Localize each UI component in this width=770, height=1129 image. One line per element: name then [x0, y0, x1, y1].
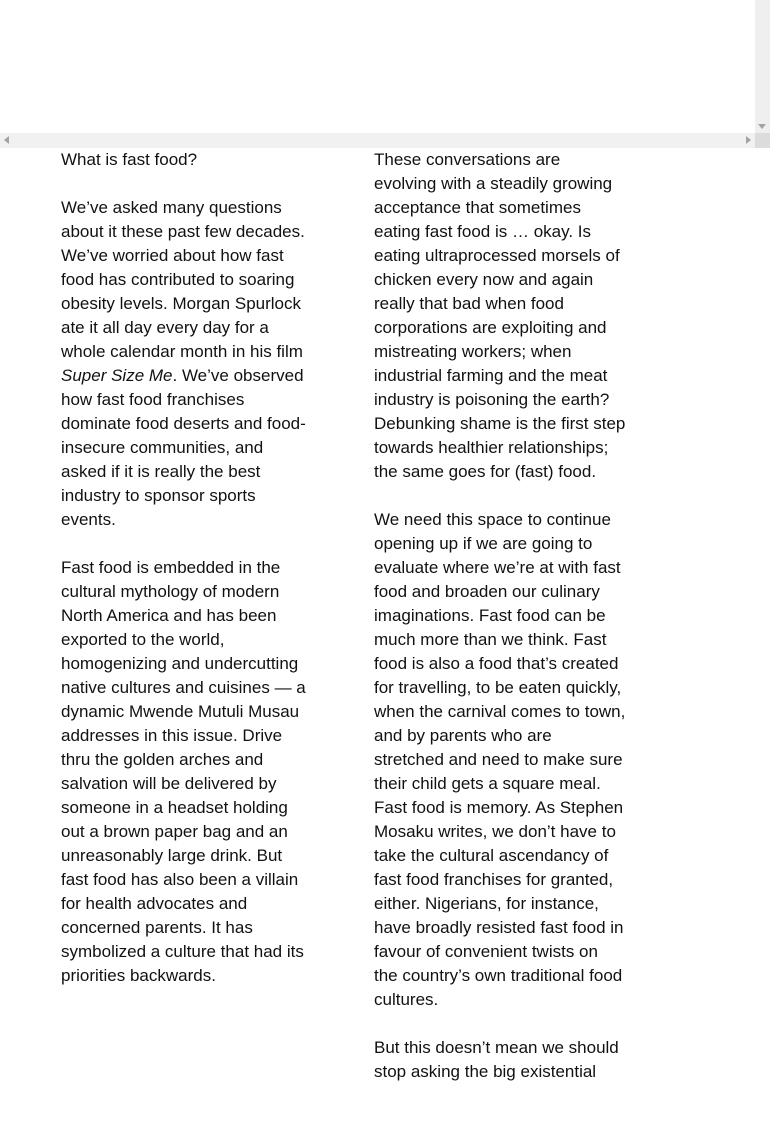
article-column-right — [374, 148, 626, 1108]
article-paragraph — [61, 196, 311, 532]
film-title: Super Size Me — [61, 366, 173, 385]
scroll-right-icon[interactable] — [746, 136, 751, 144]
article-paragraph: Fast food is embedded in the cultural mythology of modern North America and has been exported to the world, homogenizing and undercutting native cultures and cuisines — a dynamic Mwende Mutuli Musau addresses in this issue. Drive thru the golden arches and salvation will be delivered by someone in a headset holding out a brown paper bag and an unreasonably large drink. But fast food has also been a villain for health advocates and concerned parents. It has symbolized a culture that had its priorities backwards. — [61, 558, 306, 985]
paragraph-text: We’ve asked many questions about it these past few decades. We’ve worried about how fast food has contributed to soaring obesity levels. Morgan Spurlock ate it all day every day for a whole calendar month in his film — [61, 198, 305, 361]
paragraph-text: . We’ve observed how fast food franchises dominate food deserts and food-insecure communities, and asked if it is really the best industry to sponsor sports events. — [61, 366, 306, 529]
article-heading: What is fast food? — [61, 150, 198, 169]
article-paragraph: These conversations are evolving with a steadily growing acceptance that sometimes eating fast food is … okay. Is eating ultraprocessed morsels of chicken every now and again really that bad when food corporations are exploiting and mistreating workers; when industrial farming and the meat industry is poisoning the earth? Debunking shame is the first step towards healthier relationships; the same goes for (fast) food. — [374, 150, 626, 481]
article-paragraph: But this doesn’t mean we should stop asking the big existential — [374, 1038, 619, 1081]
vertical-scrollbar[interactable] — [755, 0, 770, 133]
scroll-left-icon[interactable] — [4, 136, 9, 144]
embedded-frame-area — [0, 0, 755, 133]
article-column-left — [61, 148, 311, 1012]
article-paragraph: We need this space to continue opening up if we are going to evaluate where we’re at with fast food and broaden our culinary imaginations. Fast food can be much more than we think. Fast food is also a food that’s created for travelling, to be eaten quickly, when the carnival comes to town, and by parents who are stretched and need to make sure their child gets a square meal. Fast food is memory. As Stephen Mosaku writes, we don’t have to take the cultural ascendancy of fast food franchises for granted, either. Nigerians, for instance, have broadly resisted fast food in favour of convenient twists on the country’s own traditional food cultures. — [374, 510, 626, 1009]
scrollbar-corner — [755, 133, 770, 148]
horizontal-scrollbar[interactable] — [0, 133, 755, 148]
scroll-down-icon[interactable] — [758, 124, 766, 129]
